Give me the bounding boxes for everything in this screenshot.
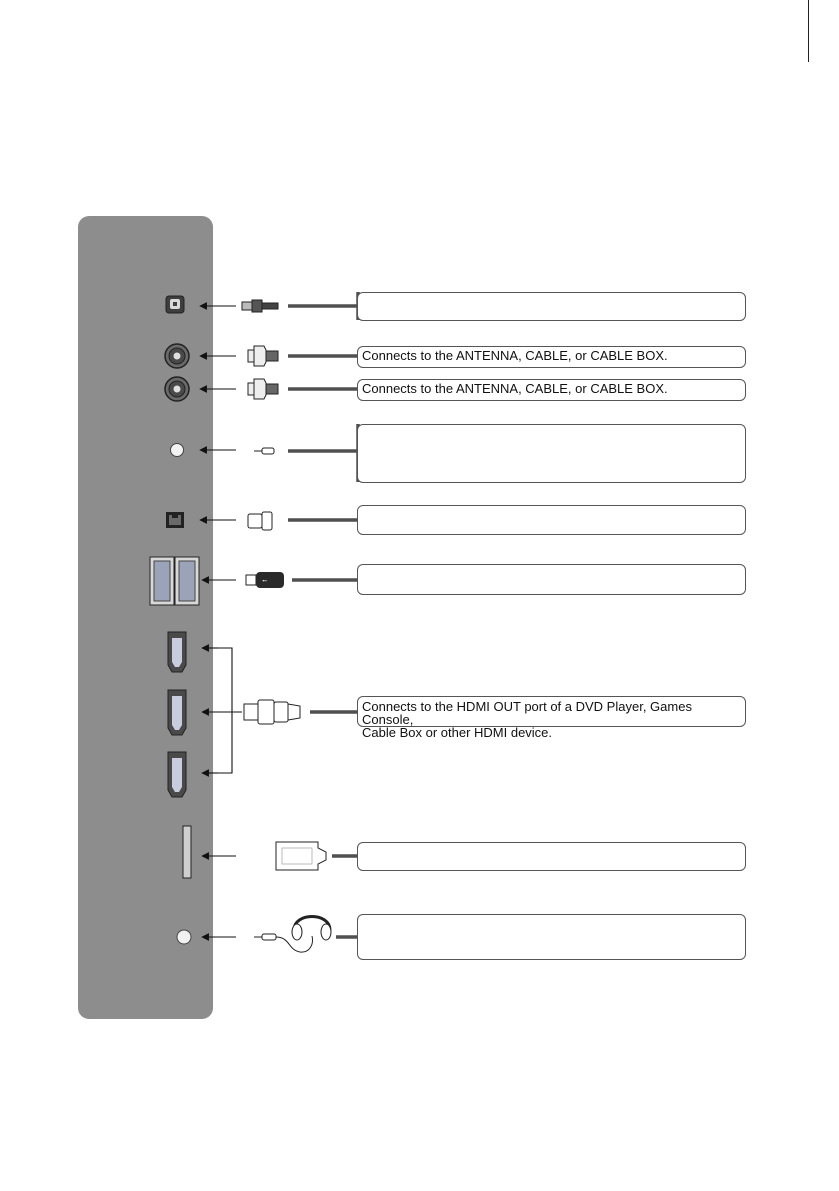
usb-stick-icon xyxy=(246,572,284,588)
rf-plug-icon xyxy=(248,379,278,399)
usb-port-icon xyxy=(150,557,199,605)
rf-port-icon xyxy=(165,344,189,368)
rf-port-icon xyxy=(165,377,189,401)
mini-jack-plug-icon xyxy=(254,448,274,454)
ci-card-icon xyxy=(276,842,326,870)
optical-plug-icon xyxy=(242,300,278,312)
callout-antenna-1 xyxy=(357,346,746,368)
connection-arrows xyxy=(200,306,242,937)
ethernet-plug-icon xyxy=(248,512,272,530)
lan-port-icon xyxy=(166,512,184,528)
svg-text:⭪: ⭪ xyxy=(262,577,268,585)
callout-antenna-1-text: Connects to the ANTENNA, CABLE, or CABLE BOX. xyxy=(362,348,668,363)
ci-slot-icon xyxy=(183,826,191,878)
hdmi-port-icon xyxy=(168,632,186,672)
callout-ci-card xyxy=(357,842,746,871)
optical-port-icon xyxy=(166,296,184,313)
callout-antenna-2-text: Connects to the ANTENNA, CABLE, or CABLE BOX. xyxy=(362,381,668,396)
callout-hdmi xyxy=(357,696,746,740)
rf-plug-icon xyxy=(248,346,278,366)
headphone-icon xyxy=(254,917,331,953)
hdmi-port-icon xyxy=(168,752,186,797)
callout-lan xyxy=(357,505,746,535)
av-jack-icon xyxy=(171,444,184,457)
callout-optical xyxy=(357,292,746,321)
hdmi-port-icon xyxy=(168,690,186,735)
callout-usb xyxy=(357,564,746,595)
callout-antenna-2 xyxy=(357,379,746,401)
hdmi-plug-icon xyxy=(244,700,300,724)
callout-hdmi-text: Connects to the HDMI OUT port of a DVD Player, Games Console, Cable Box or other HDMI device. xyxy=(362,699,692,740)
headphone-jack-icon xyxy=(177,930,191,944)
callout-headphone xyxy=(357,914,746,960)
callout-av-in xyxy=(357,424,746,483)
